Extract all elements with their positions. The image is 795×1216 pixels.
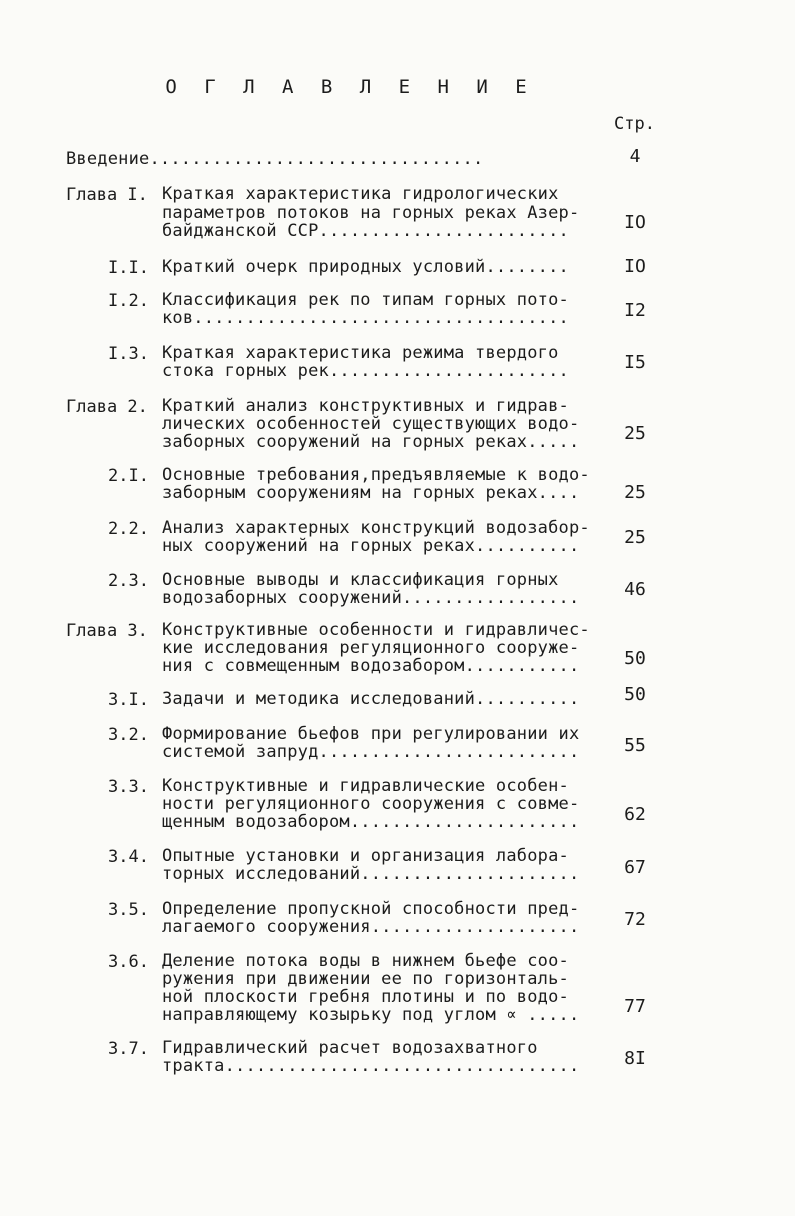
- page-number: 50: [624, 684, 646, 705]
- section-label: 3.2.: [108, 725, 149, 745]
- chapter-label: Глава I.: [66, 185, 148, 205]
- entry-text-line: Деление потока воды в нижнем бьефе соо-: [162, 951, 569, 971]
- entry-text-line: ружения при движении ее по горизонталь-: [162, 969, 569, 989]
- entry-text-line: Гидравлический расчет водозахватного: [162, 1038, 538, 1058]
- section-label: 3.7.: [108, 1039, 149, 1059]
- section-label: 3.I.: [108, 690, 149, 710]
- entry-text-line: щенным водозабором......................: [162, 812, 580, 832]
- entry-text-line: заборным сооружениям на горных реках....: [162, 483, 580, 503]
- page-number: 77: [624, 996, 646, 1017]
- section-label: 2.3.: [108, 571, 149, 591]
- entry-text-line: лагаемого сооружения....................: [162, 917, 580, 937]
- entry-text-line: стока горных рек.......................: [162, 361, 569, 381]
- entry-text-line: ных сооружений на горных реках..........: [162, 536, 580, 556]
- section-label: 3.6.: [108, 952, 149, 972]
- page-number: 46: [624, 579, 646, 600]
- entry-text-line: тракта..................................: [162, 1056, 580, 1076]
- page-number: 8I: [624, 1048, 646, 1069]
- entry-text-line: Анализ характерных конструкций водозабор-: [162, 518, 590, 538]
- entry-text-line: ков....................................: [162, 308, 569, 328]
- entry-text-line: ной плоскости гребня плотины и по водо-: [162, 987, 569, 1007]
- section-label: 2.2.: [108, 519, 149, 539]
- entry-text-line: лических особенностей существующих водо-: [162, 414, 580, 434]
- entry-text-line: ния с совмещенным водозабором...........: [162, 656, 580, 676]
- entry-text-line: Конструктивные особенности и гидравличес-: [162, 620, 590, 640]
- chapter-label: Глава 3.: [66, 621, 148, 641]
- entry-text-line: Задачи и методика исследований..........: [162, 689, 580, 709]
- entry-text-line: Краткий очерк природных условий........: [162, 257, 569, 277]
- page-number: 25: [624, 527, 646, 548]
- entry-text-line: Краткая характеристика гидрологических: [162, 184, 559, 204]
- page-title: О Г Л А В Л Е Н И Е: [165, 76, 535, 98]
- entry-text-line: кие исследования регуляционного сооруже-: [162, 638, 580, 658]
- section-label: 3.4.: [108, 847, 149, 867]
- entry-text-line: Классификация рек по типам горных пото-: [162, 290, 569, 310]
- page-number: 50: [624, 648, 646, 669]
- entry-text-line: байджанской ССР........................: [162, 221, 569, 241]
- entry-text-line: Формирование бьефов при регулировании их: [162, 724, 580, 744]
- section-label: 2.I.: [108, 466, 149, 486]
- page-number: IO: [624, 212, 646, 233]
- page-number: 25: [624, 423, 646, 444]
- entry-text-line: Краткая характеристика режима твердого: [162, 343, 559, 363]
- entry-text-line: водозаборных сооружений.................: [162, 588, 580, 608]
- entry-text-line: системой запруд.........................: [162, 742, 580, 762]
- section-label: I.I.: [108, 258, 149, 278]
- entry-text-line: торных исследований.....................: [162, 864, 580, 884]
- section-label: I.2.: [108, 291, 149, 311]
- entry-text-line: Введение................................: [66, 149, 484, 169]
- entry-text-line: направляющему козырьку под углом ∝ .....: [162, 1005, 580, 1025]
- page-number: 67: [624, 857, 646, 878]
- section-label: 3.3.: [108, 777, 149, 797]
- entry-text-line: Краткий анализ конструктивных и гидрав-: [162, 396, 569, 416]
- section-label: 3.5.: [108, 900, 149, 920]
- page-number: IO: [624, 256, 646, 277]
- entry-text-line: Опытные установки и организация лабора-: [162, 846, 569, 866]
- page-number: 55: [624, 735, 646, 756]
- entry-text-line: заборных сооружений на горных реках.....: [162, 432, 580, 452]
- page-column-header: Стр.: [614, 114, 655, 134]
- entry-text-line: Основные требования,предъявляемые к водо-: [162, 465, 590, 485]
- chapter-label: Глава 2.: [66, 397, 148, 417]
- page-number: I2: [624, 300, 646, 321]
- page-number: 25: [624, 482, 646, 503]
- entry-text-line: Основные выводы и классификация горных: [162, 570, 559, 590]
- page-number: 72: [624, 909, 646, 930]
- entry-text-line: ности регуляционного сооружения с совме-: [162, 794, 580, 814]
- entry-text-line: параметров потоков на горных реках Азер-: [162, 203, 580, 223]
- page-number: I5: [624, 352, 646, 373]
- section-label: I.3.: [108, 344, 149, 364]
- page-number: 4: [629, 146, 641, 167]
- page-number: 62: [624, 804, 646, 825]
- entry-text-line: Конструктивные и гидравлические особен-: [162, 776, 569, 796]
- entry-text-line: Определение пропускной способности пред-: [162, 899, 580, 919]
